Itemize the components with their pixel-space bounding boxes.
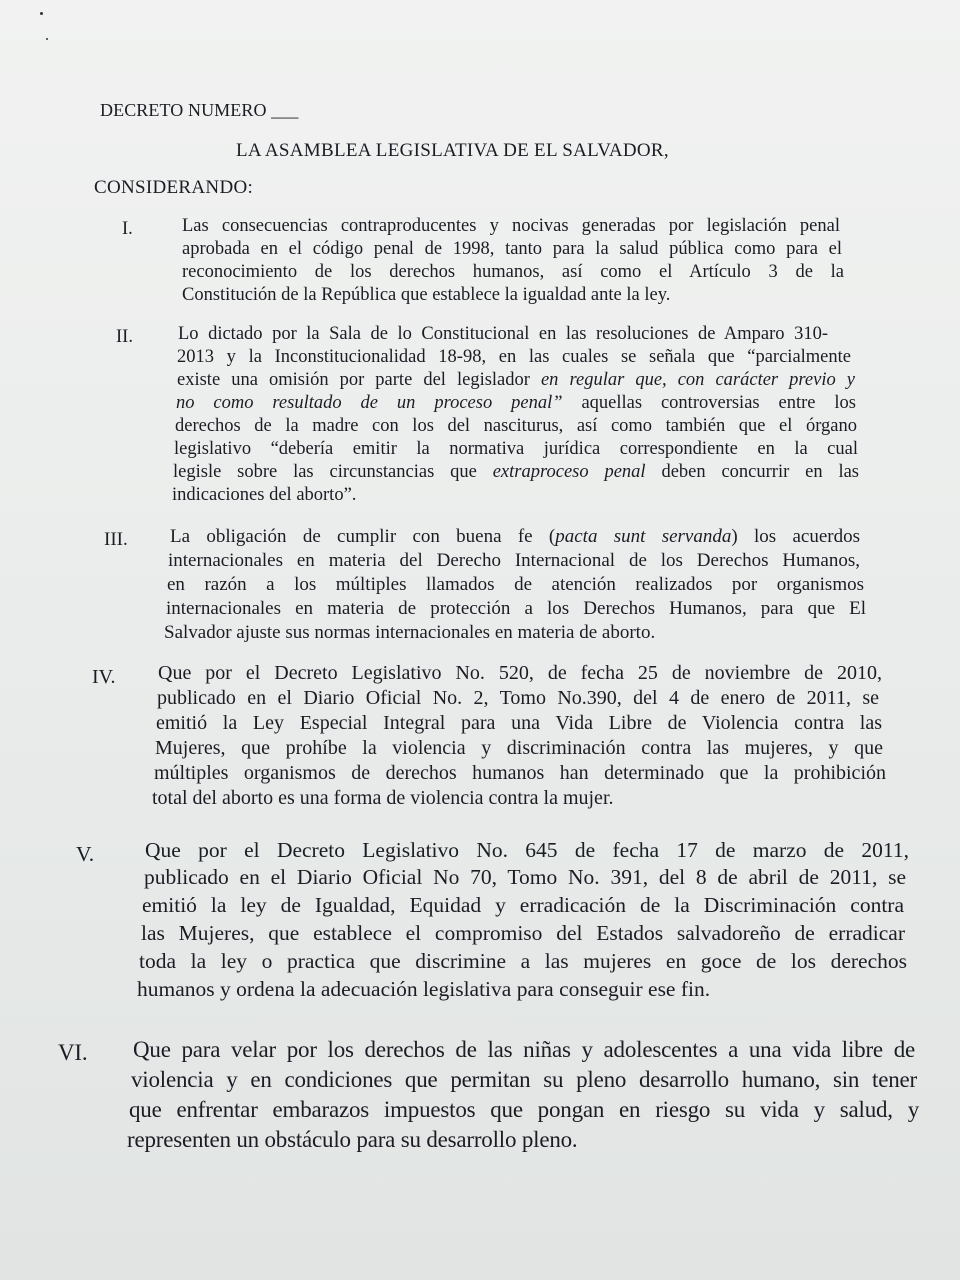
- text-run: deben concurrir en las: [661, 462, 859, 482]
- section-numeral: I.: [122, 219, 133, 239]
- paragraph-line: representen un obstáculo para su desarrollo pleno.: [127, 1127, 578, 1152]
- paragraph-line: emitió la Ley Especial Integral para una Vida Libre de Violencia contra las: [156, 712, 882, 734]
- section-numeral: IV.: [92, 666, 116, 688]
- considering-heading: CONSIDERANDO:: [94, 177, 254, 198]
- paragraph-line: internacionales en materia de protección a los Derechos Humanos, para que El: [166, 598, 866, 619]
- paragraph-line: [177, 370, 855, 391]
- paragraph-line: [173, 462, 859, 483]
- paragraph-line: Salvador ajuste sus normas internacionales en materia de aborto.: [164, 622, 656, 643]
- paragraph-line: Lo dictado por la Sala de lo Constitucional en las resoluciones de Amparo 310-: [178, 324, 828, 344]
- text-run: ) los acuerdos: [731, 526, 860, 547]
- paragraph-line: en razón a los múltiples llamados de atención realizados por organismos: [167, 574, 864, 595]
- italic-text: extraproceso penal: [492, 462, 646, 482]
- paragraph-line: legislativo “debería emitir la normativa jurídica correspondiente en la cual: [174, 439, 858, 459]
- paragraph-line: Que para velar por los derechos de las niñas y adolescentes a una vida libre de: [133, 1037, 915, 1062]
- paragraph-line: las Mujeres, que establece el compromiso del Estados salvadoreño de erradicar: [141, 921, 905, 945]
- paragraph-line: que enfrentar embarazos impuestos que pongan en riesgo su vida y salud, y: [129, 1097, 919, 1122]
- scan-speck: [40, 12, 43, 15]
- paragraph-line: 2013 y la Inconstitucionalidad 18-98, en las cuales se señala que “parcialmente: [177, 347, 851, 367]
- text-run: aquellas controversias entre los: [581, 393, 856, 413]
- italic-text: no como resultado de un proceso penal”: [176, 393, 563, 413]
- paragraph-line: múltiples organismos de derechos humanos han determinado que la prohibición: [154, 762, 886, 784]
- paragraph-line: derechos de la madre con los del nasciturus, así como también que el órgano: [175, 416, 857, 436]
- paragraph-line: publicado en el Diario Oficial No. 2, Tomo No.390, del 4 de enero de 2011, se: [157, 687, 879, 709]
- italic-text: pacta sunt servanda: [555, 526, 732, 547]
- section-numeral: III.: [104, 529, 128, 550]
- section-numeral: V.: [76, 842, 95, 866]
- text-run: La obligación de cumplir con buena fe (: [170, 526, 556, 547]
- section-numeral: VI.: [58, 1040, 88, 1065]
- paragraph-line: Constitución de la República que establece la igualdad ante la ley.: [182, 285, 671, 305]
- paragraph-line: aprobada en el código penal de 1998, tanto para la salud pública como para el: [182, 239, 842, 259]
- italic-text: en regular que, con carácter previo y: [540, 370, 856, 390]
- paragraph-line: total del aborto es una forma de violencia contra la mujer.: [152, 787, 614, 809]
- paragraph-line: [170, 526, 860, 548]
- paragraph-line: publicado en el Diario Oficial No 70, Tomo No. 391, del 8 de abril de 2011, se: [144, 865, 906, 889]
- paragraph-line: Mujeres, que prohíbe la violencia y discriminación contra las mujeres, y que: [155, 737, 883, 759]
- paragraph-line: Que por el Decreto Legislativo No. 645 de fecha 17 de marzo de 2011,: [145, 838, 909, 862]
- paragraph-line: violencia y en condiciones que permitan su pleno desarrollo humano, sin tener: [131, 1067, 917, 1092]
- paragraph-line: internacionales en materia del Derecho Internacional de los Derechos Humanos,: [168, 550, 860, 571]
- assembly-heading: LA ASAMBLEA LEGISLATIVA DE EL SALVADOR,: [236, 140, 669, 161]
- paragraph-line: Las consecuencias contraproducentes y nocivas generadas por legislación penal: [182, 216, 840, 236]
- section-numeral: II.: [116, 327, 133, 347]
- text-run: legisle sobre las circunstancias que: [173, 462, 477, 482]
- paragraph-line: Que por el Decreto Legislativo No. 520, de fecha 25 de noviembre de 2010,: [158, 662, 882, 684]
- paragraph-line: toda la ley o practica que discrimine a las mujeres en goce de los derechos: [139, 949, 907, 973]
- paragraph-line: indicaciones del aborto”.: [172, 485, 357, 505]
- decree-number-heading: DECRETO NUMERO ___: [100, 100, 299, 120]
- scan-speck: [46, 38, 48, 40]
- paragraph-line: [176, 393, 856, 414]
- paragraph-line: humanos y ordena la adecuación legislativa para conseguir ese fin.: [137, 977, 711, 1001]
- paragraph-line: emitió la ley de Igualdad, Equidad y erradicación de la Discriminación contra: [142, 893, 904, 917]
- paragraph-line: reconocimiento de los derechos humanos, así como el Artículo 3 de la: [182, 262, 844, 282]
- text-run: existe una omisión por parte del legislador: [177, 370, 530, 390]
